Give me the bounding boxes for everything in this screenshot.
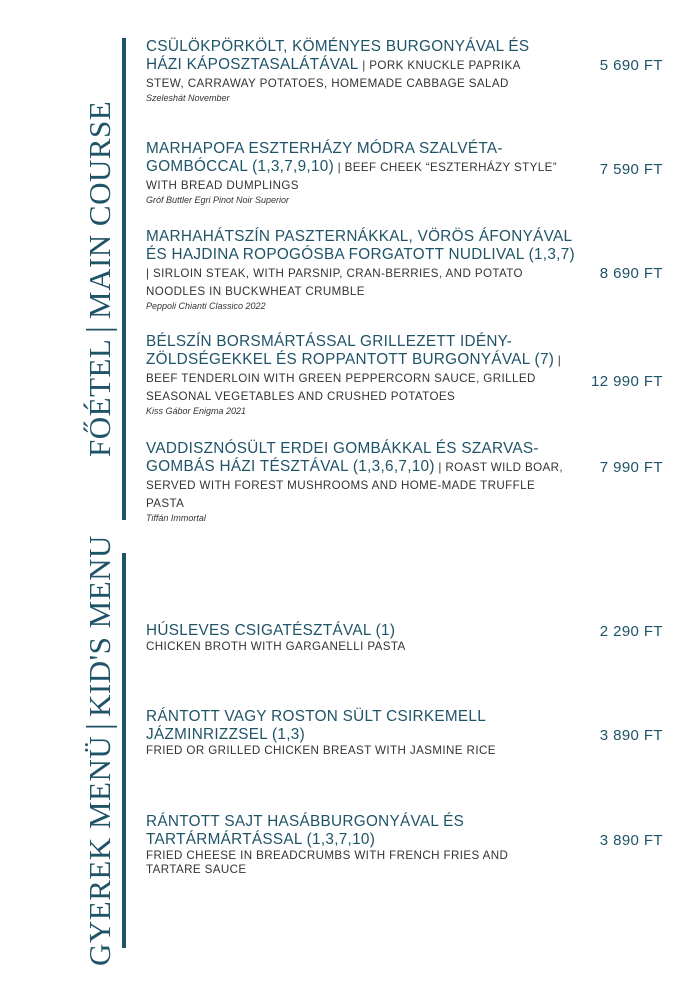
menu-item-name-hu: CSÜLÖKPÖRKÖLT, KÖMÉNYES BURGONYÁVAL ÉS HÁZI KÁPOSZTASALÁTÁVAL [146, 38, 530, 73]
kids-menu-title-en: KID'S MENU [82, 534, 117, 717]
wine-pairing: Kiss Gábor Enigma 2021 [146, 406, 247, 416]
wine-pairing: Tiffán Immortal [146, 513, 206, 523]
wine-pairing: Gróf Buttler Egri Pinot Noir Superior [146, 195, 290, 205]
menu-item-price: 8 690 FT [599, 265, 663, 282]
menu-item-sirloin-steak [146, 228, 666, 311]
kids-menu-section [0, 534, 695, 967]
menu-item-beef-cheek [146, 140, 666, 205]
menu-item-name-en: BEEF CHEEK “ESZTERHÁZY STYLE” WITH BREAD DUMPLINGS [146, 161, 558, 192]
menu-item-beef-tenderloin [146, 333, 666, 416]
menu-item-price: 7 990 FT [599, 459, 663, 476]
menu-item-name-hu: BÉLSZÍN BORSMÁRTÁSSAL GRILLEZETT IDÉNY-ZÖLDSÉGEKKEL ÉS ROPPANTOTT BURGONYÁVAL (7) [146, 333, 555, 368]
menu-item-price: 3 890 FT [599, 727, 663, 744]
menu-item-name-en: PORK KNUCKLE PAPRIKA STEW, CARRAWAY POTATOES, HOMEMADE CABBAGE SALAD [146, 59, 521, 90]
menu-item-name-hu: RÁNTOTT SAJT HASÁBBURGONYÁVAL ÉS TARTÁRMÁRTÁSSAL (1,3,7,10) [146, 813, 465, 848]
main-course-section-title [83, 38, 117, 520]
kids-menu-divider-bar [122, 553, 126, 948]
menu-item-price: 3 890 FT [599, 832, 663, 849]
wine-pairing: Peppoli Chianti Classico 2022 [146, 301, 266, 311]
main-course-title-en: MAIN COURSE [82, 101, 117, 320]
menu-item-price: 7 590 FT [599, 161, 663, 178]
menu-item-name-hu: VADDISZNÓSÜLT ERDEI GOMBÁKKAL ÉS SZARVAS-GOMBÁS HÁZI TÉSZTÁVAL (1,3,6,7,10) [146, 440, 539, 475]
menu-item-name-en: SIRLOIN STEAK, WITH PARSNIP, CRAN-BERRIES, AND POTATO NOODLES IN BUCKWHEAT CRUMBLE [146, 267, 523, 298]
menu-item-price: 12 990 FT [591, 373, 663, 390]
menu-item-chicken-broth [146, 622, 666, 654]
menu-item-name-hu: MARHAPOFA ESZTERHÁZY MÓDRA SZALVÉTA-GOMBÓCCAL (1,3,7,9,10) [146, 140, 503, 175]
menu-item-price: 5 690 FT [599, 57, 663, 74]
wine-pairing: Szeleshát November [146, 93, 230, 103]
menu-item-name-en: FRIED CHEESE IN BREADCRUMBS WITH FRENCH FRIES AND TARTARE SAUCE [146, 849, 509, 876]
menu-item-separator: | [554, 354, 562, 367]
menu-item-separator: | [434, 461, 446, 474]
main-course-title-hu: FŐÉTEL [82, 338, 117, 457]
menu-item-pork-knuckle [146, 38, 666, 103]
menu-item-name-hu: HÚSLEVES CSIGATÉSZTÁVAL (1) [146, 622, 396, 639]
menu-item-separator: | [358, 59, 370, 72]
menu-item-separator: | [333, 161, 345, 174]
menu-item-wild-boar [146, 440, 666, 523]
main-course-divider-bar [122, 38, 126, 520]
menu-item-name-hu: MARHAHÁTSZÍN PASZTERNÁKKAL, VÖRÖS ÁFONYÁVAL ÉS HAJDINA ROPOGÓSBA FORGATOTT NUDLIVAL (1,3,7) [146, 228, 575, 263]
menu-item-fried-cheese [146, 813, 666, 877]
menu-item-name-en: ROAST WILD BOAR, SERVED WITH FOREST MUSHROOMS AND HOME-MADE TRUFFLE PASTA [146, 461, 564, 510]
main-course-title-separator: | [81, 325, 118, 333]
menu-item-name-en: BEEF TENDERLOIN WITH GREEN PEPPERCORN SAUCE, GRILLED SEASONAL VEGETABLES AND CRUSHED POTATOES [146, 372, 536, 403]
menu-item-name-en: CHICKEN BROTH WITH GARGANELLI PASTA [146, 640, 406, 653]
menu-item-chicken-breast [146, 708, 666, 758]
kids-menu-title-hu: GYEREK MENÜ [82, 736, 117, 967]
menu-item-name-hu: RÁNTOTT VAGY ROSTON SÜLT CSIRKEMELL JÁZMINRIZZSEL (1,3) [146, 708, 486, 743]
kids-menu-section-title [81, 534, 118, 967]
menu-item-separator: | [146, 267, 154, 280]
menu-item-price: 2 290 FT [599, 623, 663, 640]
kids-menu-title-separator: | [81, 722, 118, 730]
menu-item-name-en: FRIED OR GRILLED CHICKEN BREAST WITH JASMINE RICE [146, 744, 496, 757]
